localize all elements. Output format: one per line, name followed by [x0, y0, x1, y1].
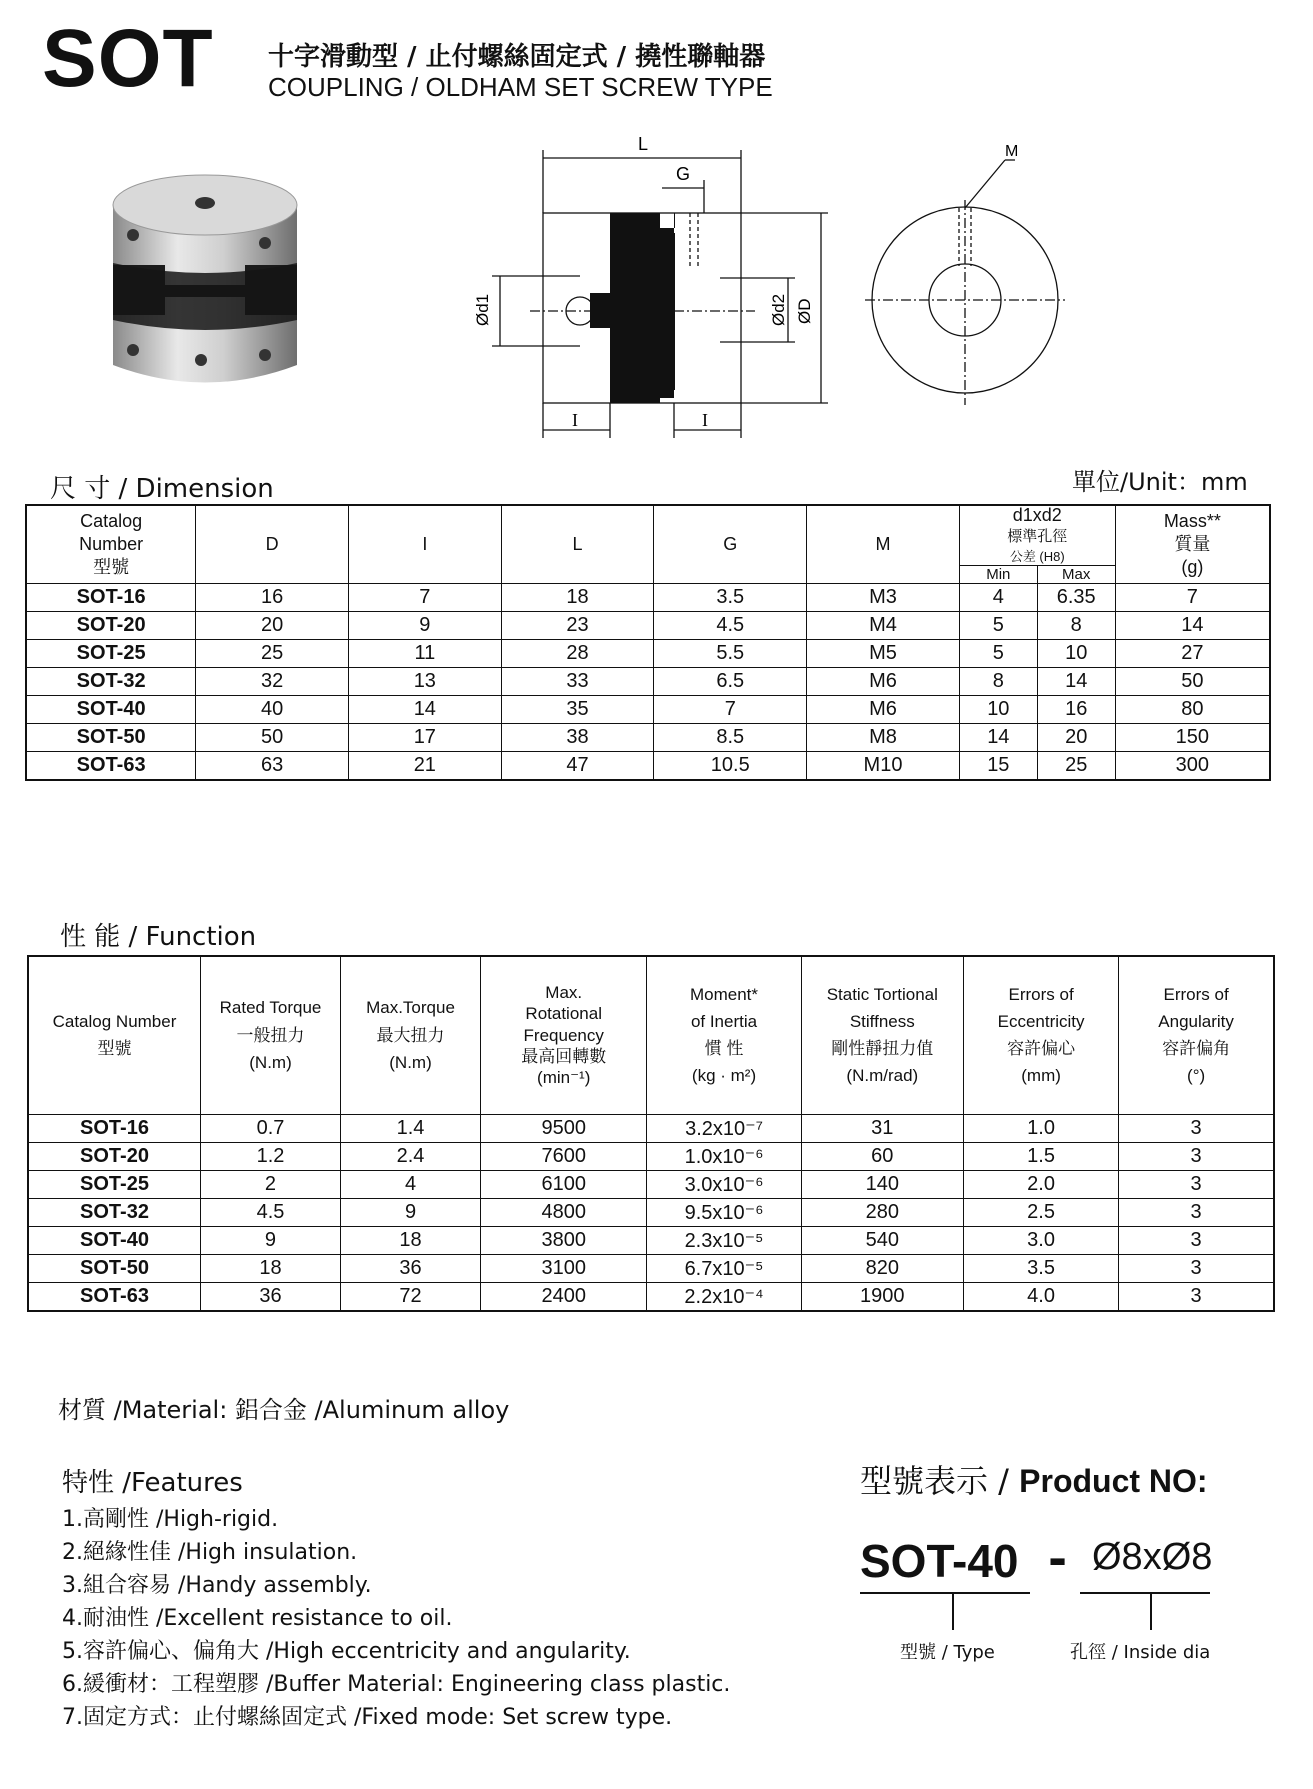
label-I-left: I [572, 410, 578, 430]
header-inertia: Moment* of Inertia 慣 性 (kg · m²) [647, 956, 801, 1114]
cell-min: 5 [959, 640, 1037, 668]
cell-rated: 9 [200, 1226, 340, 1254]
cell-min: 4 [959, 584, 1037, 612]
cell-inertia: 6.7x10⁻⁵ [647, 1254, 801, 1282]
header-I: I [348, 505, 501, 584]
cell-D: 50 [196, 724, 349, 752]
cell-D: 16 [196, 584, 349, 612]
cell-cat: SOT-63 [26, 752, 196, 781]
cell-ecc: 3.5 [963, 1254, 1118, 1282]
cell-M: M6 [807, 696, 960, 724]
cell-cat: SOT-32 [28, 1198, 200, 1226]
cell-cat: SOT-20 [28, 1142, 200, 1170]
cell-rated: 4.5 [200, 1198, 340, 1226]
cell-mass: 300 [1115, 752, 1270, 781]
bore-underline [1080, 1592, 1210, 1594]
table-row [26, 696, 1270, 724]
cell-stiff: 540 [801, 1226, 963, 1254]
table-row [28, 1170, 1274, 1198]
header-angularity: Errors of Angularity 容許偏角 (°) [1119, 956, 1274, 1114]
header-L: L [501, 505, 654, 584]
table-row [26, 668, 1270, 696]
cell-stiff: 1900 [801, 1282, 963, 1311]
feature-item: 5.容許偏心、偏角大 /High eccentricity and angularity. [62, 1639, 631, 1664]
dimension-table [25, 504, 1271, 781]
cell-I: 11 [348, 640, 501, 668]
cell-D: 20 [196, 612, 349, 640]
material-line: 材質 /Material: 鋁合金 /Aluminum alloy [58, 1396, 510, 1424]
cell-max: 2.4 [341, 1142, 481, 1170]
cell-ang: 3 [1119, 1198, 1274, 1226]
product-dash: - [1048, 1532, 1068, 1586]
cell-max: 4 [341, 1170, 481, 1198]
cell-inertia: 2.2x10⁻⁴ [647, 1282, 801, 1311]
title-english: COUPLING / OLDHAM SET SCREW TYPE [268, 72, 773, 102]
cell-L: 28 [501, 640, 654, 668]
feature-item: 7.固定方式：止付螺絲固定式 /Fixed mode: Set screw type. [62, 1705, 673, 1730]
cell-ecc: 1.0 [963, 1114, 1118, 1142]
header-mass: Mass** 質量 (g) [1115, 505, 1270, 584]
cell-freq: 2400 [481, 1282, 647, 1311]
cell-L: 23 [501, 612, 654, 640]
cell-rated: 18 [200, 1254, 340, 1282]
cell-M: M10 [807, 752, 960, 781]
cell-max: 72 [341, 1282, 481, 1311]
table-row [28, 1198, 1274, 1226]
table-row [28, 1254, 1274, 1282]
cell-stiff: 31 [801, 1114, 963, 1142]
label-L: L [638, 134, 649, 154]
cell-rated: 0.7 [200, 1114, 340, 1142]
cell-stiff: 820 [801, 1254, 963, 1282]
table-row [28, 1114, 1274, 1142]
cell-min: 15 [959, 752, 1037, 781]
table-row [26, 752, 1270, 781]
function-table [27, 955, 1275, 1312]
cell-G: 10.5 [654, 752, 807, 781]
cell-min: 8 [959, 668, 1037, 696]
unit-label: 單位/Unit：mm [1072, 468, 1248, 496]
inside-dia-label: 孔徑 / Inside dia [1070, 1642, 1211, 1663]
label-M: M [1005, 143, 1019, 160]
cell-G: 5.5 [654, 640, 807, 668]
cell-G: 6.5 [654, 668, 807, 696]
cell-stiff: 280 [801, 1198, 963, 1226]
header-max-torque: Max.Torque 最大扭力 (N.m) [341, 956, 481, 1114]
cell-D: 40 [196, 696, 349, 724]
features-heading: 特性 /Features [62, 1468, 243, 1498]
cell-cat: SOT-32 [26, 668, 196, 696]
cell-max: 18 [341, 1226, 481, 1254]
cell-ecc: 2.0 [963, 1170, 1118, 1198]
cell-ecc: 2.5 [963, 1198, 1118, 1226]
brand-title: SOT [42, 13, 214, 104]
coupling-photo [105, 165, 305, 405]
cell-max: 1.4 [341, 1114, 481, 1142]
header-frequency: Max. Rotational Frequency 最高回轉數 (min⁻¹) [481, 956, 647, 1114]
cell-inertia: 3.0x10⁻⁶ [647, 1170, 801, 1198]
cell-max: 20 [1037, 724, 1115, 752]
cell-M: M5 [807, 640, 960, 668]
cell-ang: 3 [1119, 1254, 1274, 1282]
cell-cat: SOT-16 [28, 1114, 200, 1142]
table-row [26, 612, 1270, 640]
cell-G: 4.5 [654, 612, 807, 640]
table-row [26, 584, 1270, 612]
header-max: Max [1037, 566, 1115, 584]
cell-L: 47 [501, 752, 654, 781]
header-bore: d1xd2 標準孔徑 公差 (H8) [959, 505, 1115, 566]
cell-I: 7 [348, 584, 501, 612]
cell-max: 10 [1037, 640, 1115, 668]
label-I-right: I [702, 410, 708, 430]
header-stiffness: Static Tortional Stiffness 剛性靜扭力值 (N.m/rad) [801, 956, 963, 1114]
feature-item: 4.耐油性 /Excellent resistance to oil. [62, 1606, 453, 1631]
cell-D: 63 [196, 752, 349, 781]
cell-D: 25 [196, 640, 349, 668]
cell-G: 7 [654, 696, 807, 724]
type-label: 型號 / Type [900, 1642, 995, 1663]
cell-I: 17 [348, 724, 501, 752]
cell-min: 5 [959, 612, 1037, 640]
cell-mass: 80 [1115, 696, 1270, 724]
product-bore: Ø8xØ8 [1092, 1536, 1213, 1578]
cell-I: 13 [348, 668, 501, 696]
label-G: G [676, 164, 691, 184]
code-underline [860, 1592, 1030, 1594]
cell-min: 14 [959, 724, 1037, 752]
cell-ang: 3 [1119, 1226, 1274, 1254]
table-row [28, 1226, 1274, 1254]
header-min: Min [959, 566, 1037, 584]
function-heading: 性 能 / Function [60, 922, 257, 952]
front-view-drawing [865, 140, 1065, 420]
cell-mass: 50 [1115, 668, 1270, 696]
cell-max: 25 [1037, 752, 1115, 781]
cell-min: 10 [959, 696, 1037, 724]
cell-I: 9 [348, 612, 501, 640]
cell-mass: 7 [1115, 584, 1270, 612]
cell-D: 32 [196, 668, 349, 696]
dimension-heading: 尺 寸 / Dimension [50, 474, 274, 504]
cell-rated: 1.2 [200, 1142, 340, 1170]
cell-G: 8.5 [654, 724, 807, 752]
table-row [28, 1282, 1274, 1311]
cell-max: 16 [1037, 696, 1115, 724]
header-catalog-number: Catalog Number 型號 [26, 505, 196, 584]
header-rated-torque: Rated Torque 一般扭力 (N.m) [200, 956, 340, 1114]
cell-cat: SOT-40 [26, 696, 196, 724]
cell-max: 14 [1037, 668, 1115, 696]
table-row [28, 1142, 1274, 1170]
cell-freq: 7600 [481, 1142, 647, 1170]
cell-rated: 36 [200, 1282, 340, 1311]
header-D: D [196, 505, 349, 584]
cell-I: 21 [348, 752, 501, 781]
cell-M: M8 [807, 724, 960, 752]
cell-cat: SOT-50 [26, 724, 196, 752]
table-row [26, 640, 1270, 668]
cell-mass: 150 [1115, 724, 1270, 752]
cell-mass: 27 [1115, 640, 1270, 668]
title-chinese: 十字滑動型 / 止付螺絲固定式 / 撓性聯軸器 [268, 42, 766, 72]
side-view-drawing [470, 128, 830, 448]
cell-ang: 3 [1119, 1114, 1274, 1142]
cell-L: 38 [501, 724, 654, 752]
cell-cat: SOT-63 [28, 1282, 200, 1311]
cell-max: 9 [341, 1198, 481, 1226]
cell-rated: 2 [200, 1170, 340, 1198]
cell-inertia: 1.0x10⁻⁶ [647, 1142, 801, 1170]
cell-freq: 4800 [481, 1198, 647, 1226]
feature-item: 2.絕緣性佳 /High insulation. [62, 1540, 358, 1565]
feature-item: 6.緩衝材：工程塑膠 /Buffer Material: Engineering class plastic. [62, 1672, 731, 1697]
cell-cat: SOT-40 [28, 1226, 200, 1254]
header-G: G [654, 505, 807, 584]
cell-mass: 14 [1115, 612, 1270, 640]
cell-ecc: 1.5 [963, 1142, 1118, 1170]
cell-cat: SOT-16 [26, 584, 196, 612]
cell-freq: 3100 [481, 1254, 647, 1282]
cell-L: 33 [501, 668, 654, 696]
cell-cat: SOT-25 [28, 1170, 200, 1198]
header-catalog-number: Catalog Number 型號 [28, 956, 200, 1114]
cell-max: 6.35 [1037, 584, 1115, 612]
cell-stiff: 60 [801, 1142, 963, 1170]
feature-item: 3.組合容易 /Handy assembly. [62, 1573, 372, 1598]
table-row [26, 724, 1270, 752]
cell-ecc: 3.0 [963, 1226, 1118, 1254]
cell-max: 8 [1037, 612, 1115, 640]
cell-freq: 9500 [481, 1114, 647, 1142]
cell-cat: SOT-20 [26, 612, 196, 640]
cell-ang: 3 [1119, 1282, 1274, 1311]
cell-freq: 6100 [481, 1170, 647, 1198]
cell-inertia: 9.5x10⁻⁶ [647, 1198, 801, 1226]
cell-M: M3 [807, 584, 960, 612]
cell-inertia: 2.3x10⁻⁵ [647, 1226, 801, 1254]
cell-G: 3.5 [654, 584, 807, 612]
cell-cat: SOT-50 [28, 1254, 200, 1282]
cell-max: 36 [341, 1254, 481, 1282]
bore-leader [1150, 1594, 1152, 1630]
cell-L: 18 [501, 584, 654, 612]
cell-ecc: 4.0 [963, 1282, 1118, 1311]
label-d1: Ød1 [473, 293, 492, 326]
cell-M: M4 [807, 612, 960, 640]
product-code: SOT-40 [860, 1535, 1019, 1587]
cell-inertia: 3.2x10⁻⁷ [647, 1114, 801, 1142]
cell-cat: SOT-25 [26, 640, 196, 668]
label-d2: Ød2 [769, 293, 788, 326]
code-leader [952, 1594, 954, 1630]
cell-ang: 3 [1119, 1142, 1274, 1170]
cell-freq: 3800 [481, 1226, 647, 1254]
cell-M: M6 [807, 668, 960, 696]
header-eccentricity: Errors of Eccentricity 容許偏心 (mm) [963, 956, 1118, 1114]
cell-stiff: 140 [801, 1170, 963, 1198]
feature-item: 1.高剛性 /High-rigid. [62, 1507, 279, 1532]
label-D: ØD [795, 298, 814, 324]
cell-I: 14 [348, 696, 501, 724]
product-no-heading: 型號表示 / Product NO: [860, 1462, 1208, 1500]
cell-ang: 3 [1119, 1170, 1274, 1198]
cell-L: 35 [501, 696, 654, 724]
header-M: M [807, 505, 960, 584]
